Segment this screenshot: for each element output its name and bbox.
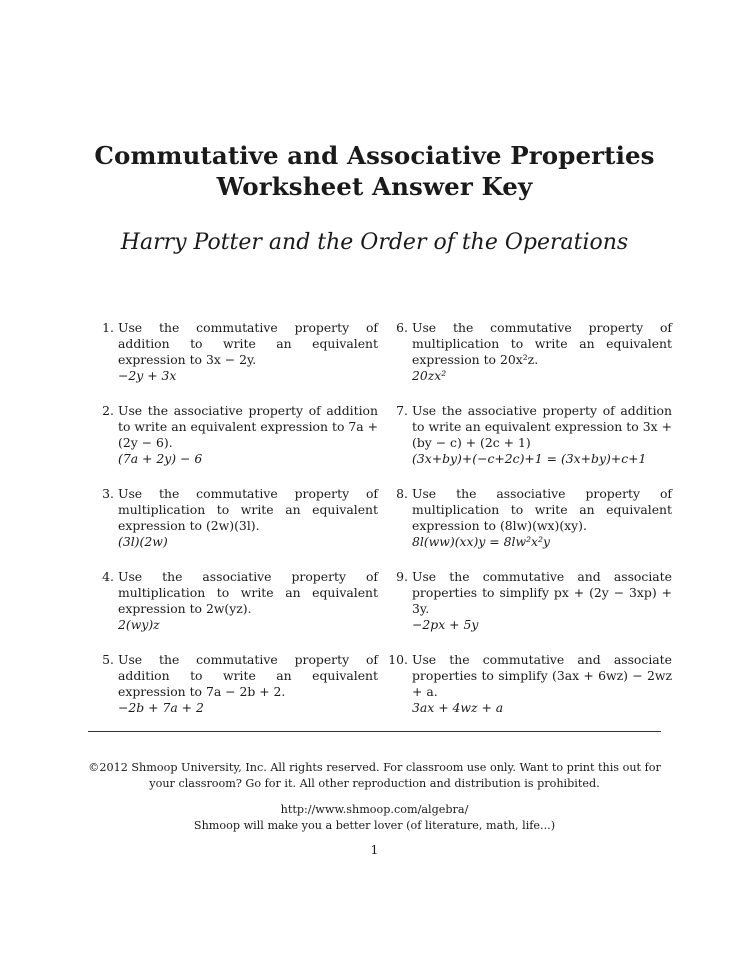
problem-answer: 8l(ww)(xx)y = 8lw²x²y: [412, 534, 551, 549]
title-line-2: Worksheet Answer Key: [216, 172, 533, 201]
problem-answer: (7a + 2y) − 6: [118, 451, 203, 466]
problems-column-right: [382, 320, 672, 735]
problems-column-left: [88, 320, 378, 735]
problem-number: 2.: [102, 403, 114, 418]
footer-links: [0, 802, 749, 834]
problem-question: Use the associative property of multiplication to write an equivalent expression to (8lw)(wx)(xy).: [412, 486, 672, 533]
problem-answer: 2(wy)z: [118, 617, 160, 632]
problem-question: Use the associative property of addition to write an equivalent expression to 3x + (by − c) + (2c + 1): [412, 403, 672, 450]
problem-question: Use the associative property of multiplication to write an equivalent expression to 2w(yz).: [118, 569, 378, 616]
problem-number: 5.: [102, 652, 114, 667]
problem-number: 6.: [396, 320, 408, 335]
problem-question: Use the commutative property of multiplication to write an equivalent expression to 20x²z.: [412, 320, 672, 367]
page-subtitle: Harry Potter and the Order of the Operations: [120, 230, 629, 255]
problem-answer: 20zx²: [412, 368, 447, 383]
footer-url[interactable]: http://www.shmoop.com/algebra/: [280, 803, 469, 816]
page-title: [0, 140, 749, 202]
problem-item: [382, 652, 672, 735]
problem-answer: −2y + 3x: [118, 368, 177, 383]
problem-question: Use the associative property of addition to write an equivalent expression to 7a + (2y − 6).: [118, 403, 378, 450]
problem-item: [88, 569, 378, 652]
problem-answer: −2px + 5y: [412, 617, 479, 632]
problem-answer: (3l)(2w): [118, 534, 168, 549]
problem-item: [88, 652, 378, 735]
problem-answer: (3x+by)+(−c+2c)+1 = (3x+by)+c+1: [412, 451, 647, 466]
problem-question: Use the commutative property of multiplication to write an equivalent expression to (2w)(3l).: [118, 486, 378, 533]
copyright-notice: ©2012 Shmoop University, Inc. All rights reserved. For classroom use only. Want to print this out for your classroom? Go for it. All other reproduction and distribution is prohibited.: [88, 761, 661, 790]
title-line-1: Commutative and Associative Properties: [94, 141, 655, 170]
problem-item: [88, 486, 378, 569]
problem-number: 3.: [102, 486, 114, 501]
problem-number: 8.: [396, 486, 408, 501]
problem-item: [88, 320, 378, 403]
problem-number: 1.: [102, 320, 114, 335]
problem-question: Use the commutative and associate properties to simplify px + (2y − 3xp) + 3y.: [412, 569, 672, 616]
footer-tagline: Shmoop will make you a better lover (of literature, math, life...): [193, 819, 556, 832]
problem-answer: 3ax + 4wz + a: [412, 700, 504, 715]
problem-question: Use the commutative property of addition to write an equivalent expression to 7a − 2b + 2.: [118, 652, 378, 699]
problem-number: 7.: [396, 403, 408, 418]
problem-question: Use the commutative property of addition to write an equivalent expression to 3x − 2y.: [118, 320, 378, 367]
problem-item: [382, 403, 672, 486]
problem-number: 10.: [388, 652, 408, 667]
problem-question: Use the commutative and associate properties to simplify (3ax + 6wz) − 2wz + a.: [412, 652, 672, 699]
problem-item: [88, 403, 378, 486]
problem-item: [382, 569, 672, 652]
problem-number: 9.: [396, 569, 408, 584]
problem-answer: −2b + 7a + 2: [118, 700, 204, 715]
problem-item: [382, 320, 672, 403]
problem-number: 4.: [102, 569, 114, 584]
page-number: 1: [370, 842, 379, 857]
footer-divider: [88, 731, 661, 732]
problem-item: [382, 486, 672, 569]
